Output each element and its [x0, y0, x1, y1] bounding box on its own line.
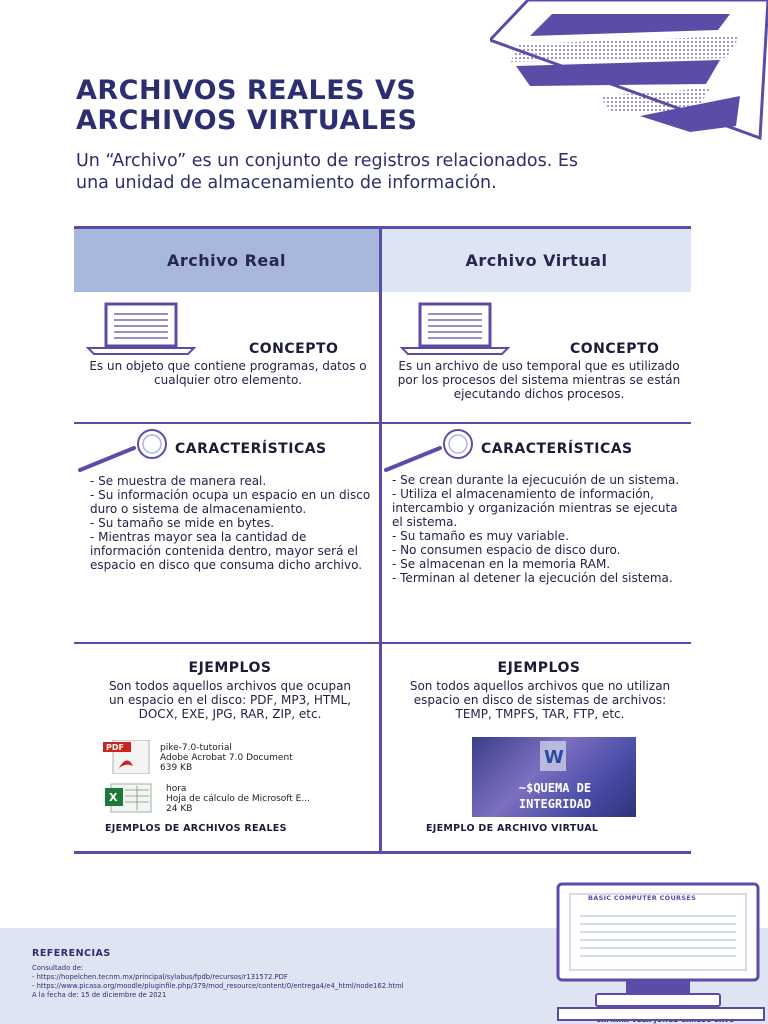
svg-text:PDF: PDF: [106, 743, 124, 752]
word-doc-icon: [536, 741, 570, 771]
header-virtual-label: Archivo Virtual: [465, 251, 608, 270]
reference-link[interactable]: - https://hopelchen.tecnm.mx/principal/sylabus/fpdb/recursos/r131572.PDF: [32, 973, 288, 981]
references-title: REFERENCIAS: [32, 948, 111, 959]
list-item: - Se muestra de manera real.: [90, 474, 267, 488]
pdf-file-type: Adobe Acrobat 7.0 Document: [160, 753, 293, 763]
laptop-icon: [84, 302, 200, 356]
monitor-caption: BASIC COMPUTER COURSES: [588, 894, 697, 902]
page-title: [76, 76, 556, 136]
real-concept-title: CONCEPTO: [249, 341, 339, 357]
virtual-concept-text: Es un archivo de uso temporal que es utilizado por los procesos del sistema mientras se están ejecutando dichos procesos.: [397, 359, 681, 401]
excel-file-type: Hoja de cálculo de Microsoft E...: [166, 794, 310, 804]
real-examples-caption: EJEMPLOS DE ARCHIVOS REALES: [105, 823, 287, 834]
real-features-list: [90, 474, 380, 572]
pdf-file-icon: [103, 740, 155, 774]
monitor-illustration: [556, 882, 766, 1022]
list-item: - Su información ocupa un espacio en un disco duro o sistema de almacenamiento.: [90, 488, 371, 516]
header-virtual: [382, 229, 691, 292]
row-divider-1: [74, 422, 691, 424]
list-item: - Utiliza el almacenamiento de información, intercambio y organización mientras se ejecuta el sistema.: [392, 487, 678, 529]
virtual-file-name-line2: INTEGRIDAD: [518, 797, 592, 811]
list-item: - No consumen espacio de disco duro.: [392, 543, 621, 557]
pdf-file-name: pike-7.0-tutorial: [160, 743, 232, 753]
list-item: - Su tamaño es muy variable.: [392, 529, 569, 543]
list-item: - Se almacenan en la memoria RAM.: [392, 557, 611, 571]
excel-file-icon: [103, 782, 155, 814]
real-examples-title: EJEMPLOS: [188, 660, 272, 676]
virtual-file-name-line1: ~$QUEMA DE: [518, 781, 592, 795]
reference-link[interactable]: - https://www.picasa.org/moodle/pluginfile.php/379/mod_resource/content/0/entrega4/e4_html/node162.html: [32, 982, 404, 990]
magnifier-icon: [382, 428, 478, 474]
magnifier-icon: [76, 428, 172, 474]
header-real: [74, 229, 379, 292]
page-title-line1: ARCHIVOS REALES VS: [76, 75, 417, 106]
list-item: - Su tamaño se mide en bytes.: [90, 516, 275, 530]
intro-paragraph: Un “Archivo” es un conjunto de registros relacionados. Es una unidad de almacenamiento de información.: [76, 151, 579, 193]
page-title-line2: ARCHIVOS VIRTUALES: [76, 105, 418, 136]
laptop-icon: [398, 302, 514, 356]
table-bottom-rule: [74, 851, 691, 854]
virtual-examples-caption: EJEMPLO DE ARCHIVO VIRTUAL: [426, 823, 599, 834]
header-real-label: Archivo Real: [166, 251, 287, 270]
real-concept-text: Es un objeto que contiene programas, datos o cualquier otro elemento.: [89, 359, 367, 387]
virtual-file-image: [472, 737, 636, 817]
real-features-title: CARACTERÍSTICAS: [175, 441, 327, 457]
reference-line: Consultado de:: [32, 964, 84, 972]
virtual-features-title: CARACTERÍSTICAS: [481, 441, 633, 457]
list-item: - Mientras mayor sea la cantidad de información contenida dentro, mayor será el espacio en disco que consuma dicho archivo.: [90, 530, 363, 572]
virtual-features-list: [392, 473, 682, 585]
virtual-examples-title: EJEMPLOS: [497, 660, 581, 676]
reference-date: A la fecha de: 15 de diciembre de 2021: [32, 991, 167, 999]
real-examples-text: Son todos aquellos archivos que ocupan un espacio en el disco: PDF, MP3, HTML, DOCX, EXE, JPG, RAR, ZIP, etc.: [108, 679, 352, 721]
virtual-concept-title: CONCEPTO: [570, 341, 660, 357]
svg-text:X: X: [109, 791, 118, 804]
virtual-examples-text: Son todos aquellos archivos que no utilizan espacio en disco de sistemas de archivos: TEMP, TMPFS, TAR, FTP, etc.: [409, 679, 671, 721]
pdf-file-size: 639 KB: [160, 763, 193, 773]
excel-file-name: hora: [166, 784, 187, 794]
row-divider-2: [74, 642, 691, 644]
svg-text:W: W: [544, 747, 564, 768]
excel-file-size: 24 KB: [166, 804, 193, 814]
list-item: - Se crean durante la ejecucuión de un sistema.: [392, 473, 680, 487]
list-item: - Terminan al detener la ejecución del sistema.: [392, 571, 673, 585]
